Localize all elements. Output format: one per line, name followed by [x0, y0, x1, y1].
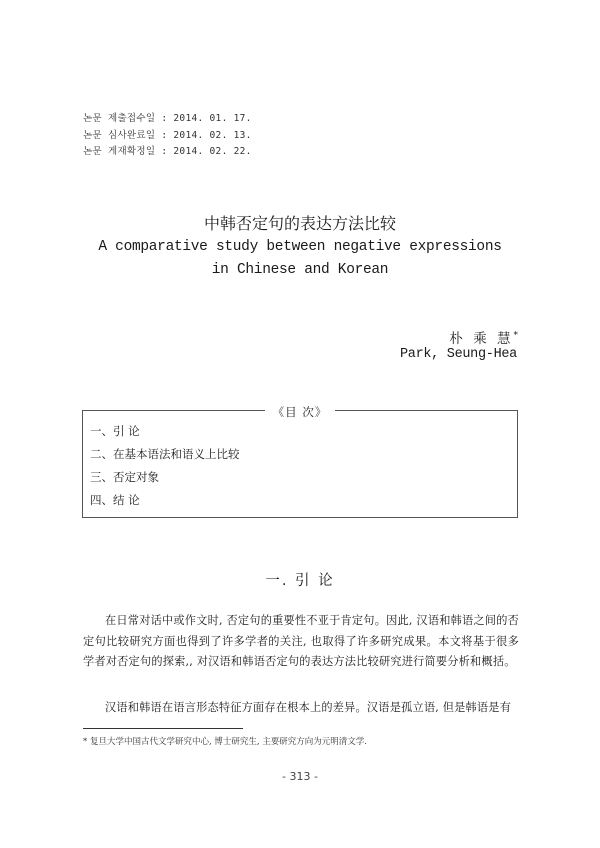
submission-dates — [83, 111, 252, 161]
author-name-chinese — [449, 327, 518, 347]
section-heading: 一. 引 论 — [265, 573, 335, 589]
toc-item-4: 四、结 论 — [90, 493, 140, 507]
paper-title-english-line1: A comparative study between negative expressions — [98, 239, 502, 255]
paper-title-chinese: 中韩否定句的表达方法比较 — [203, 214, 396, 233]
author-name-chinese-text: 朴 乘 慧 — [449, 331, 514, 347]
date-line-submitted: 논문 제출접수일 : 2014. 01. 17. — [83, 113, 252, 124]
paper-title-english — [0, 236, 600, 282]
body-paragraph-1: 在日常对话中或作文时, 否定句的重要性不亚于肯定句。因此, 汉语和韩语之间的否定句比较研究方面也得到了许多学者的关注, 也取得了许多研究成果。本文将基于很多学者对否定句的探索,, 对汉语和韩语否定句的表达方法比较研究进行简要分析和概括。 — [83, 614, 519, 668]
date-line-reviewed: 논문 심사완료일 : 2014. 02. 13. — [83, 129, 252, 141]
author-footnote-mark: * — [513, 330, 518, 341]
body-paragraph-2: 汉语和韩语在语言形态特征方面存在根本上的差异。汉语是孤立语, 但是韩语是有 — [105, 701, 512, 714]
author-name-english: Park, Seung-Hea — [399, 347, 517, 362]
footnote-divider — [83, 728, 243, 729]
table-of-contents-box — [82, 410, 518, 518]
toc-title — [0, 401, 600, 420]
toc-title-text: 《目 次》 — [265, 405, 336, 419]
footnote: * 复旦大学中国古代文学研究中心, 博士研究生, 主要研究方向为元明清文学. — [83, 737, 367, 747]
page-number: - 313 - — [282, 770, 318, 783]
toc-item-3: 三、否定对象 — [90, 470, 159, 484]
paper-title-english-line2: in Chinese and Korean — [211, 262, 389, 278]
toc-item-2: 二、在基本语法和语义上比较 — [90, 447, 240, 461]
toc-item-1: 一、引 论 — [90, 424, 140, 438]
date-line-accepted: 논문 게재확정일 : 2014. 02. 22. — [83, 146, 252, 157]
